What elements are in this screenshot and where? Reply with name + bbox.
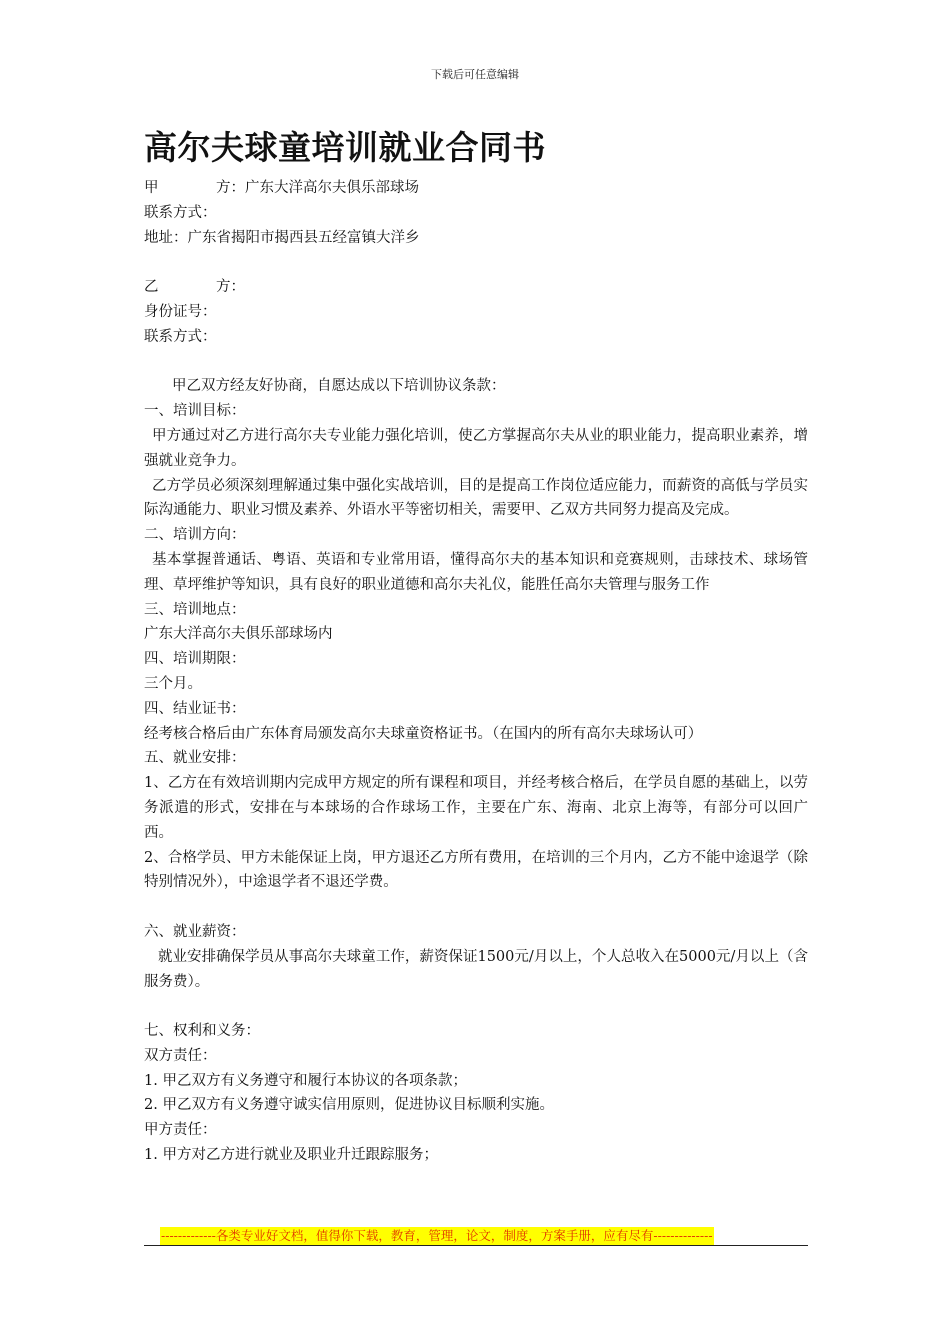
section-1-paragraph-2: 乙方学员必须深刻理解通过集中强化实战培训，目的是提高工作岗位适应能力，而薪资的高低与学员实际沟通能力、职业习惯及素养、外语水平等密切相关，需要甲、乙双方共同努力提高及完成。 (144, 477, 808, 519)
party-a-label2: 方： (216, 180, 245, 196)
party-b-contact: 联系方式： (144, 328, 217, 345)
section-2-paragraph-1: 基本掌握普通话、粤语、英语和专业常用语，懂得高尔夫的基本知识和竞赛规则，击球技术、球场管理、草坪维护等知识，具有良好的职业道德和高尔夫礼仪，能胜任高尔夫管理与服务工作 (144, 551, 808, 593)
intro-paragraph: 甲乙双方经友好协商，自愿达成以下培训协议条款： (172, 378, 506, 395)
party-a-line (144, 176, 808, 201)
header-note: 下载后可任意编辑 (431, 68, 519, 81)
section-4-paragraph-1: 三个月。 (144, 675, 202, 692)
section-3-heading: 三、培训地点： (144, 601, 246, 618)
party-b-label: 乙 (144, 279, 159, 296)
party-a-contact: 联系方式： (144, 204, 217, 221)
footer-banner: -------------各类专业好文档，值得你下载，教育，管理，论文，制度，方案手册，应有尽有-------------- (161, 1228, 713, 1243)
section-1-heading: 一、培训目标： (144, 403, 246, 420)
section-5-paragraph-1: 1、乙方在有效培训期内完成甲方规定的所有课程和项目，并经考核合格后，在学员自愿的基础上，以劳务派遣的形式，安排在与本球场的合作球场工作，主要在广东、海南、北京上海等，有部分可以回广西。 (144, 775, 808, 841)
document-title: 高尔夫球童培训就业合同书 (144, 128, 546, 167)
party-b-line (144, 275, 808, 300)
section-7-item-1: 1. 甲乙双方有义务遵守和履行本协议的各项条款； (144, 1072, 467, 1089)
party-b-label2: 方： (216, 279, 245, 296)
section-5-paragraph-2: 2、合格学员、甲方未能保证上岗，甲方退还乙方所有费用，在培训的三个月内，乙方不能中途退学（除特别情况外），中途退学者不退还学费。 (144, 849, 808, 891)
section-5-heading: 五、就业安排： (144, 750, 246, 767)
section-1-paragraph-1: 甲方通过对乙方进行高尔夫专业能力强化培训，使乙方掌握高尔夫从业的职业能力，提高职业素养，增强就业竞争力。 (144, 427, 808, 469)
section-4b-paragraph-1: 经考核合格后由广东体育局颁发高尔夫球童资格证书。（在国内的所有高尔夫球场认可） (144, 725, 703, 742)
section-4b-heading: 四、结业证书： (144, 700, 246, 717)
party-a-address: 地址：广东省揭阳市揭西县五经富镇大洋乡 (144, 229, 420, 246)
party-a-name: 广东大洋高尔夫俱乐部球场 (245, 180, 419, 196)
section-2-heading: 二、培训方向： (144, 527, 246, 544)
section-6-paragraph-1: 就业安排确保学员从事高尔夫球童工作，薪资保证1500元/月以上，个人总收入在5000元/月以上（含服务费）。 (144, 948, 808, 990)
party-a-label: 甲 (144, 180, 159, 196)
party-b-id-number: 身份证号： (144, 303, 217, 320)
section-7-item-3: 1. 甲方对乙方进行就业及职业升迁跟踪服务； (144, 1147, 438, 1164)
section-6-heading: 六、就业薪资： (144, 923, 246, 940)
section-4-heading: 四、培训期限： (144, 651, 246, 668)
footer-divider (144, 1245, 808, 1246)
section-7-heading: 七、权利和义务： (144, 1023, 260, 1040)
section-7-subheading-mutual: 双方责任： (144, 1047, 217, 1064)
section-3-paragraph-1: 广东大洋高尔夫俱乐部球场内 (144, 626, 333, 643)
document-body (144, 126, 808, 1168)
footer (144, 1225, 808, 1245)
section-7-item-2: 2. 甲乙双方有义务遵守诚实信用原则，促进协议目标顺利实施。 (144, 1097, 554, 1114)
section-7-subheading-party-a: 甲方责任： (144, 1122, 217, 1139)
